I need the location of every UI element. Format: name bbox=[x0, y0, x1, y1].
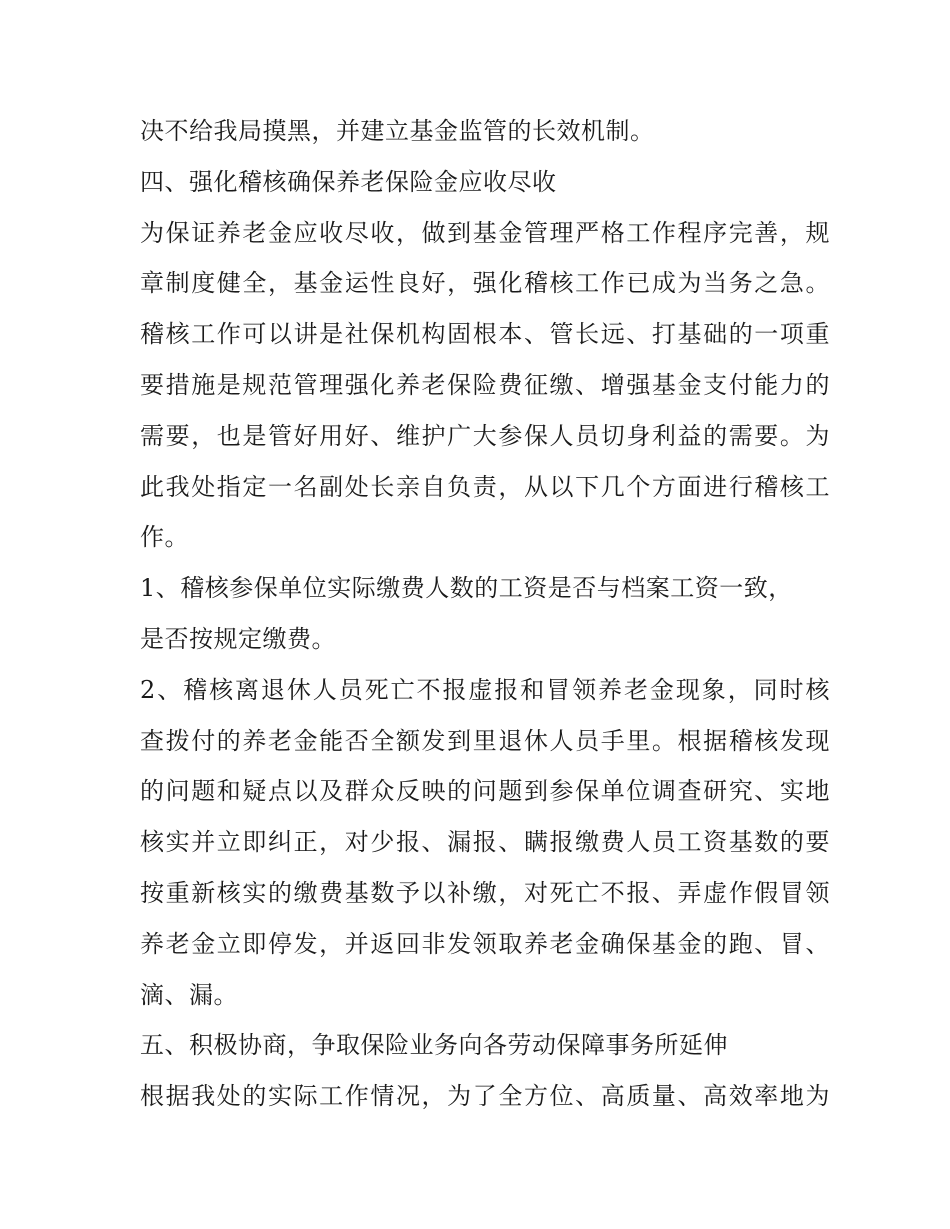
section-heading: 四、强化稽核确保养老保险金应收尽收 bbox=[140, 167, 557, 196]
text-line: 章制度健全，基金运性良好，强化稽核工作已成为当务之急。 bbox=[140, 269, 830, 298]
text-line: 查拨付的养老金能否全额发到里退休人员手里。根据稽核发现 bbox=[140, 726, 830, 755]
text-line: 养老金立即停发，并返回非发领取养老金确保基金的跑、冒、 bbox=[140, 929, 830, 958]
text-line: 滴、漏。 bbox=[140, 980, 238, 1009]
text-line: 需要，也是管好用好、维护广大参保人员切身利益的需要。为 bbox=[140, 421, 830, 450]
text-line: 稽核工作可以讲是社保机构固根本、管长远、打基础的一项重 bbox=[140, 320, 830, 349]
text-line: 要措施是规范管理强化养老保险费征缴、增强基金支付能力的 bbox=[140, 370, 830, 399]
document-body bbox=[140, 106, 830, 1122]
text-line: 作。 bbox=[140, 523, 189, 552]
text-line: 按重新核实的缴费基数予以补缴，对死亡不报、弄虚作假冒领 bbox=[140, 878, 830, 907]
list-item: 1、稽核参保单位实际缴费人数的工资是否与档案工资一致， bbox=[140, 574, 793, 603]
text-line: 的问题和疑点以及群众反映的问题到参保单位调查研究、实地 bbox=[140, 777, 830, 806]
text-line: 决不给我局摸黑，并建立基金监管的长效机制。 bbox=[140, 117, 655, 145]
text-line: 核实并立即纠正，对少报、漏报、瞒报缴费人员工资基数的要 bbox=[140, 828, 830, 857]
text-line: 为保证养老金应收尽收，做到基金管理严格工作程序完善，规 bbox=[140, 218, 830, 247]
text-line: 根据我处的实际工作情况，为了全方位、高质量、高效率地为 bbox=[140, 1082, 830, 1111]
list-item: 2、稽核离退休人员死亡不报虚报和冒领养老金现象，同时核 bbox=[140, 675, 830, 704]
text-line: 此我处指定一名副处长亲自负责，从以下几个方面进行稽核工 bbox=[140, 472, 830, 501]
text-line: 是否按规定缴费。 bbox=[140, 624, 336, 653]
section-heading: 五、积极协商，争取保险业务向各劳动保障事务所延伸 bbox=[140, 1031, 728, 1060]
